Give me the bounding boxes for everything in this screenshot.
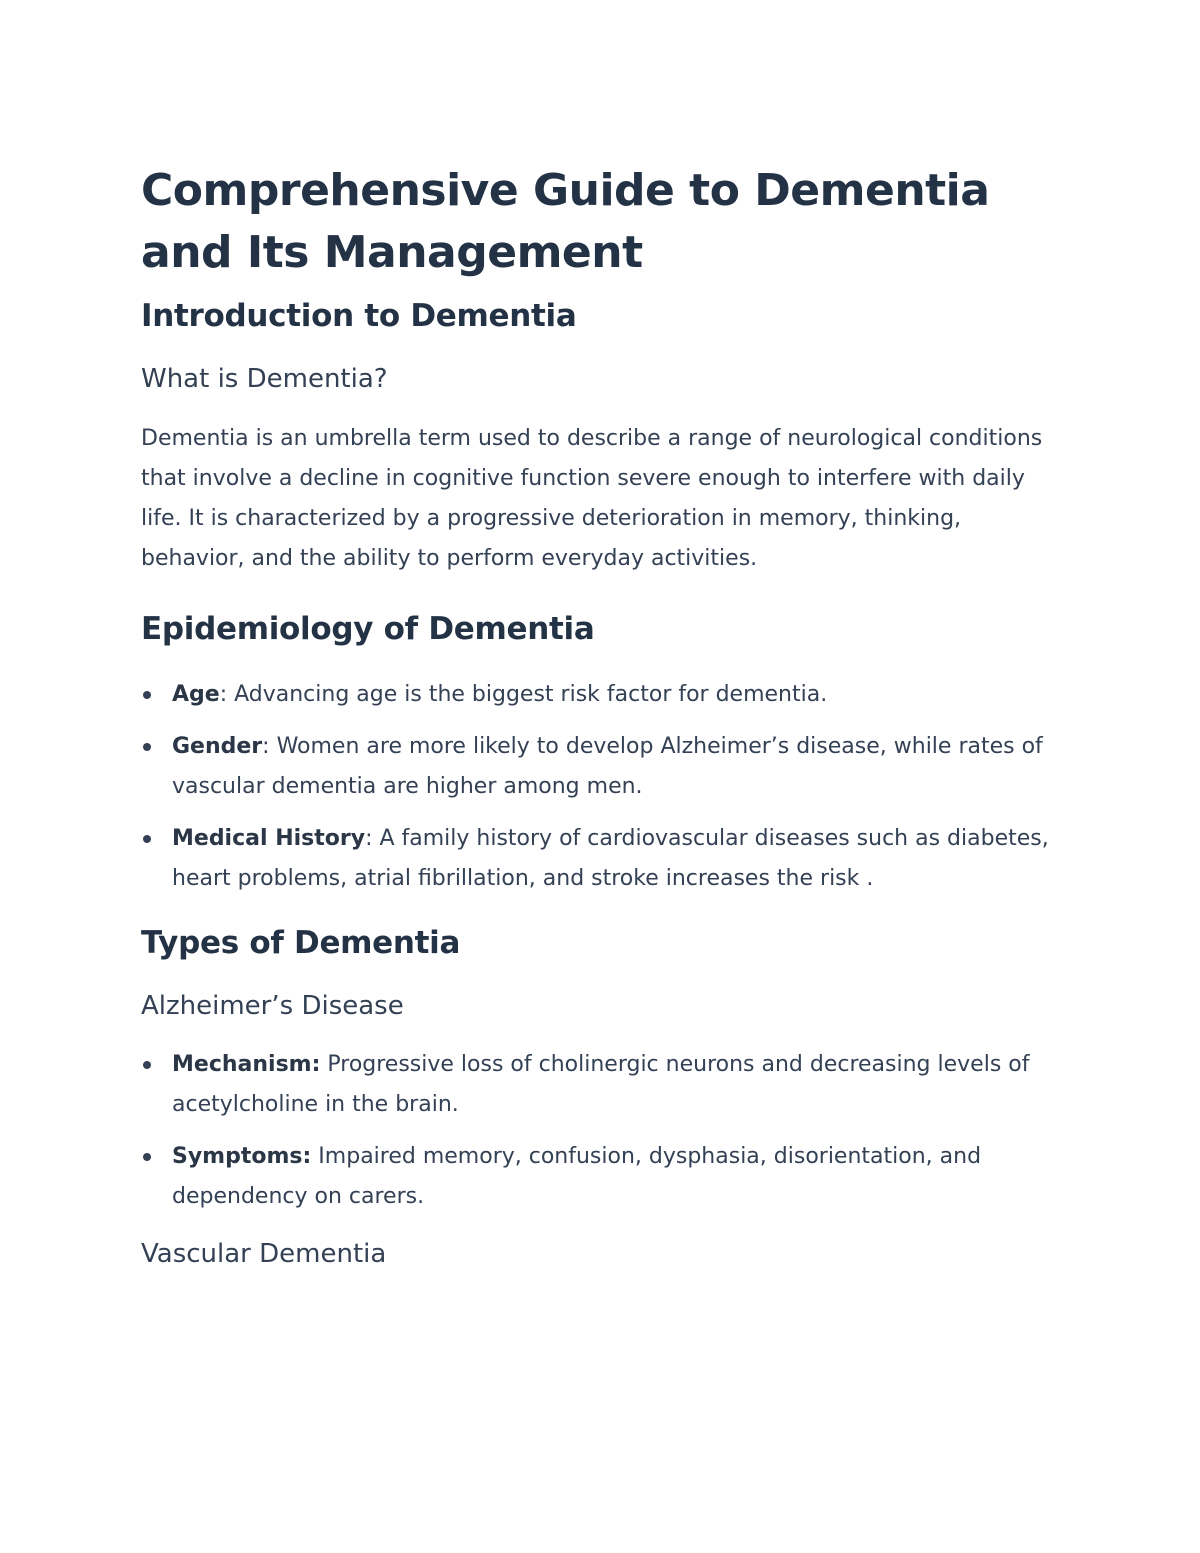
- list-item-term: Medical History: [172, 826, 366, 851]
- list-item-age: [141, 675, 1071, 715]
- paragraph-definition: Dementia is an umbrella term used to describe a range of neurological conditions that involve a decline in cognitive function severe enough to interfere with daily life. It is characterized by a progressive deterioration in memory, thinking, behavior, and the ability to perform everyday activities.: [141, 426, 1043, 571]
- subheading-vascular: Vascular Dementia: [141, 1239, 387, 1269]
- bullet-icon: [143, 743, 151, 751]
- bullet-icon: [143, 1153, 151, 1161]
- alzheimers-list: [141, 1045, 1071, 1217]
- list-item-text: : A family history of cardiovascular diseases such as diabetes, heart problems, atrial fibrillation, and stroke increases the risk .: [172, 826, 1049, 891]
- bullet-icon: [143, 691, 151, 699]
- subheading-alzheimers: Alzheimer’s Disease: [141, 991, 404, 1021]
- bullet-icon: [143, 835, 151, 843]
- document-page: [141, 160, 1071, 1271]
- epidemiology-list: [141, 675, 1071, 899]
- subheading-what-is-dementia: What is Dementia?: [141, 364, 388, 394]
- list-item-symptoms: [141, 1137, 1071, 1217]
- list-item-text: Progressive loss of cholinergic neurons and decreasing levels of acetylcholine in the brain.: [172, 1052, 1030, 1117]
- document-title: Comprehensive Guide to Dementia and Its Management: [141, 165, 990, 278]
- list-item-medical-history: [141, 819, 1071, 899]
- list-item-term: Mechanism:: [172, 1052, 321, 1077]
- list-item-text: : Advancing age is the biggest risk factor for dementia.: [219, 682, 828, 707]
- list-item-term: Symptoms:: [172, 1144, 312, 1169]
- list-item-term: Gender: [172, 734, 263, 759]
- heading-introduction: Introduction to Dementia: [141, 298, 577, 334]
- list-item-gender: [141, 727, 1071, 807]
- list-item-term: Age: [172, 682, 220, 707]
- list-item-text: : Women are more likely to develop Alzheimer’s disease, while rates of vascular dementia are higher among men.: [172, 734, 1043, 799]
- heading-types: Types of Dementia: [141, 925, 461, 961]
- heading-epidemiology: Epidemiology of Dementia: [141, 611, 595, 647]
- list-item-text: Impaired memory, confusion, dysphasia, disorientation, and dependency on carers.: [172, 1144, 982, 1209]
- bullet-icon: [143, 1061, 151, 1069]
- list-item-mechanism: [141, 1045, 1071, 1125]
